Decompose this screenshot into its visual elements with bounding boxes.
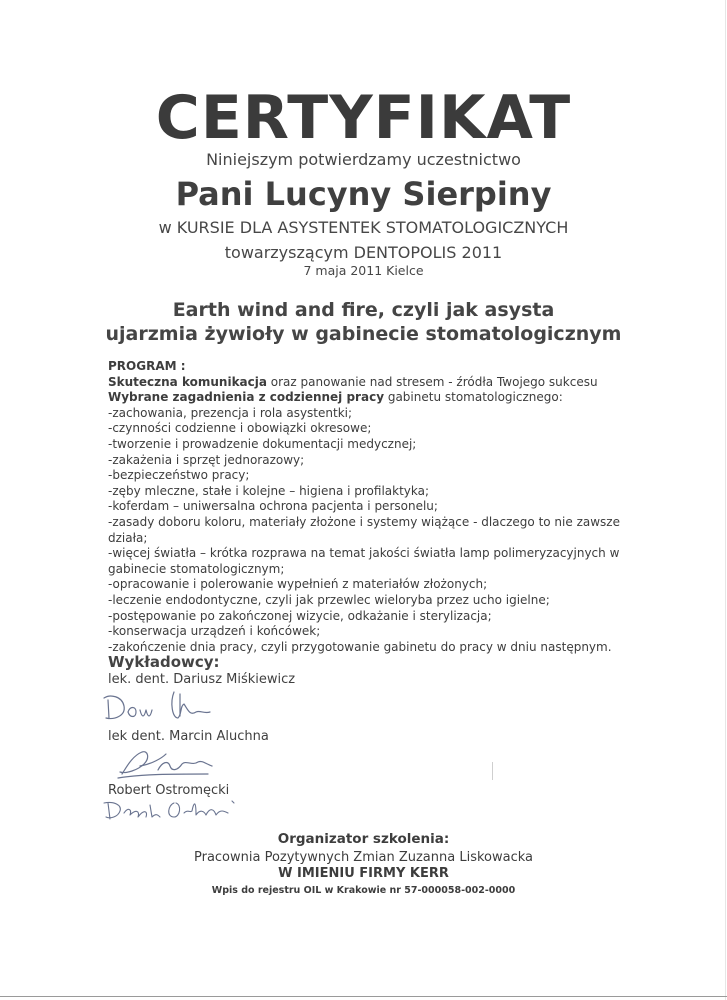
signature-1 (100, 688, 220, 730)
program-item: -więcej światła – krótka rozprawa na temat jakości światła lamp polimeryzacyjnych w gabinecie stomatologicznym; (108, 546, 620, 576)
signature-2 (112, 744, 222, 784)
organizer-title: Organizator szkolenia: (277, 831, 450, 847)
program-item: -postępowanie po zakończonej wizycie, odkażanie i sterylizacja; (108, 608, 492, 623)
program-intro-2 (108, 390, 628, 406)
program-item: -zakażenia i sprzęt jednorazowy; (108, 452, 305, 467)
program-item: -czynności codzienne i obowiązki okresowe; (108, 421, 372, 436)
course-event: towarzyszącym DENTOPOLIS 2011 (224, 243, 503, 262)
program-item: -zęby mleczne, stałe i kolejne – higiena i profilaktyka; (108, 483, 430, 498)
program-section (108, 359, 628, 655)
organizer-registry: Wpis do rejestru OIL w Krakowie nr 57-000058-002-0000 (211, 885, 516, 896)
topic-line-1: Earth wind and fire, czyli jak asysta (172, 299, 555, 321)
program-intro-1 (108, 375, 628, 391)
program-item: -koferdam – uniwersalna ochrona pacjenta i personelu; (108, 499, 438, 514)
certificate-subtitle: Niniejszym potwierdzamy uczestnictwo (206, 150, 521, 169)
program-label: PROGRAM : (108, 359, 186, 373)
program-intro-2-rest: gabinetu stomatologicznego: (384, 390, 563, 405)
lecturer-name-2: lek dent. Marcin Aluchna (108, 729, 269, 744)
program-intro-1-rest: oraz panowanie nad stresem - źródła Twojego sukcesu (266, 374, 598, 389)
program-item: -tworzenie i prowadzenie dokumentacji medycznej; (108, 436, 417, 451)
program-item: -leczenie endodontyczne, czyli jak przewlec wieloryba przez ucho igielne; (108, 592, 550, 607)
organizer-firm: W IMIENIU FIRMY KERR (278, 866, 449, 881)
program-item: -bezpieczeństwo pracy; (108, 468, 250, 483)
program-item: -zachowania, prezencja i rola asystentki; (108, 405, 353, 420)
scan-speck (492, 762, 493, 780)
program-intro-1-bold: Skuteczna komunikacja (108, 374, 267, 389)
program-item: -zakończenie dnia pracy, czyli przygotowanie gabinetu do pracy w dniu następnym. (108, 639, 612, 654)
topic-line-2: ujarzmia żywioły w gabinecie stomatologicznym (105, 323, 622, 345)
organizer-name: Pracownia Pozytywnych Zmian Zuzanna Liskowacka (193, 850, 533, 865)
certificate-title: CERTYFIKAT (155, 83, 572, 153)
program-item: -zasady doboru koloru, materiały złożone i systemy wiążące - dlaczego to nie zawsze działa; (108, 514, 620, 545)
program-intro-2-bold: Wybrane zagadnienia z codziennej pracy (108, 390, 385, 405)
course-name: w KURSIE DLA ASYSTENTEK STOMATOLOGICZNYCH (158, 218, 569, 237)
date-place: 7 maja 2011 Kielce (303, 263, 424, 278)
recipient-name: Pani Lucyny Sierpiny (175, 175, 552, 213)
signature-3 (100, 795, 250, 825)
lecturers-title: Wykładowcy: (108, 653, 220, 671)
scan-edge-bottom (0, 996, 727, 997)
program-item: -opracowanie i polerowanie wypełnień z materiałów złożonych; (108, 577, 488, 592)
lecturer-name-1: lek. dent. Dariusz Miśkiewicz (108, 672, 296, 687)
program-item: -konserwacja urządzeń i końcówek; (108, 624, 321, 639)
lecturer-name-3: Robert Ostromęcki (108, 783, 230, 798)
